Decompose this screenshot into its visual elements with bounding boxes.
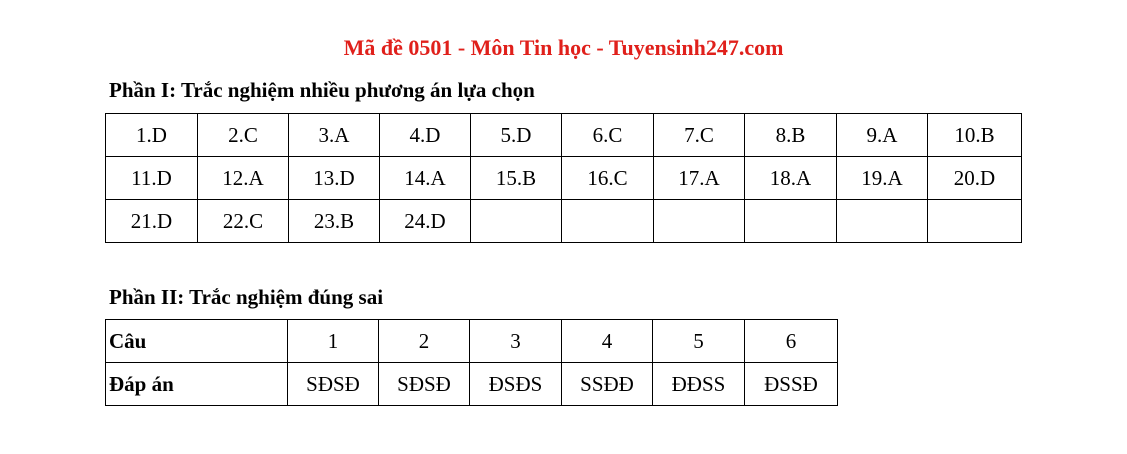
document-title: Mã đề 0501 - Môn Tin học - Tuyensinh247.com	[343, 35, 784, 60]
answer-cell: 3.A	[289, 114, 380, 157]
answer-cell: 23.B	[289, 200, 380, 243]
answer-cell	[471, 200, 562, 243]
answer-cell: 19.A	[837, 157, 928, 200]
table-row	[106, 363, 838, 406]
answer-row-label: Đáp án	[106, 363, 288, 406]
true-false-answer-table	[105, 319, 838, 406]
question-number-cell: 5	[653, 320, 745, 363]
answer-cell: 16.C	[562, 157, 654, 200]
answer-cell: 13.D	[289, 157, 380, 200]
answer-cell: 7.C	[654, 114, 745, 157]
answer-cell: 1.D	[106, 114, 198, 157]
answer-cell: 12.A	[198, 157, 289, 200]
part-1-heading: Phần I: Trắc nghiệm nhiều phương án lựa chọn	[109, 78, 535, 102]
question-number-cell: 2	[379, 320, 470, 363]
tf-answer-cell: SĐSĐ	[288, 363, 379, 406]
question-number-cell: 4	[562, 320, 653, 363]
question-row-label: Câu	[106, 320, 288, 363]
table-row	[106, 320, 838, 363]
answer-cell: 24.D	[380, 200, 471, 243]
table-row	[106, 114, 1022, 157]
answer-cell: 20.D	[928, 157, 1022, 200]
answer-cell: 18.A	[745, 157, 837, 200]
answer-cell: 21.D	[106, 200, 198, 243]
table-row	[106, 200, 1022, 243]
tf-answer-cell: ĐSĐS	[470, 363, 562, 406]
answer-cell: 8.B	[745, 114, 837, 157]
answer-cell: 4.D	[380, 114, 471, 157]
answer-cell	[837, 200, 928, 243]
tf-answer-cell: SSĐĐ	[562, 363, 653, 406]
answer-cell	[745, 200, 837, 243]
question-number-cell: 3	[470, 320, 562, 363]
tf-answer-cell: ĐĐSS	[653, 363, 745, 406]
answer-cell: 5.D	[471, 114, 562, 157]
table-row	[106, 157, 1022, 200]
answer-cell: 14.A	[380, 157, 471, 200]
answer-cell: 9.A	[837, 114, 928, 157]
answer-cell: 22.C	[198, 200, 289, 243]
answer-cell	[928, 200, 1022, 243]
answer-cell: 6.C	[562, 114, 654, 157]
answer-cell: 15.B	[471, 157, 562, 200]
part-2-heading: Phần II: Trắc nghiệm đúng sai	[109, 285, 384, 309]
answer-cell	[654, 200, 745, 243]
answer-cell	[562, 200, 654, 243]
answer-cell: 2.C	[198, 114, 289, 157]
tf-answer-cell: SĐSĐ	[379, 363, 470, 406]
answer-cell: 10.B	[928, 114, 1022, 157]
answer-cell: 11.D	[106, 157, 198, 200]
question-number-cell: 6	[745, 320, 838, 363]
answer-cell: 17.A	[654, 157, 745, 200]
multiple-choice-answer-table	[105, 113, 1022, 243]
question-number-cell: 1	[288, 320, 379, 363]
tf-answer-cell: ĐSSĐ	[745, 363, 838, 406]
